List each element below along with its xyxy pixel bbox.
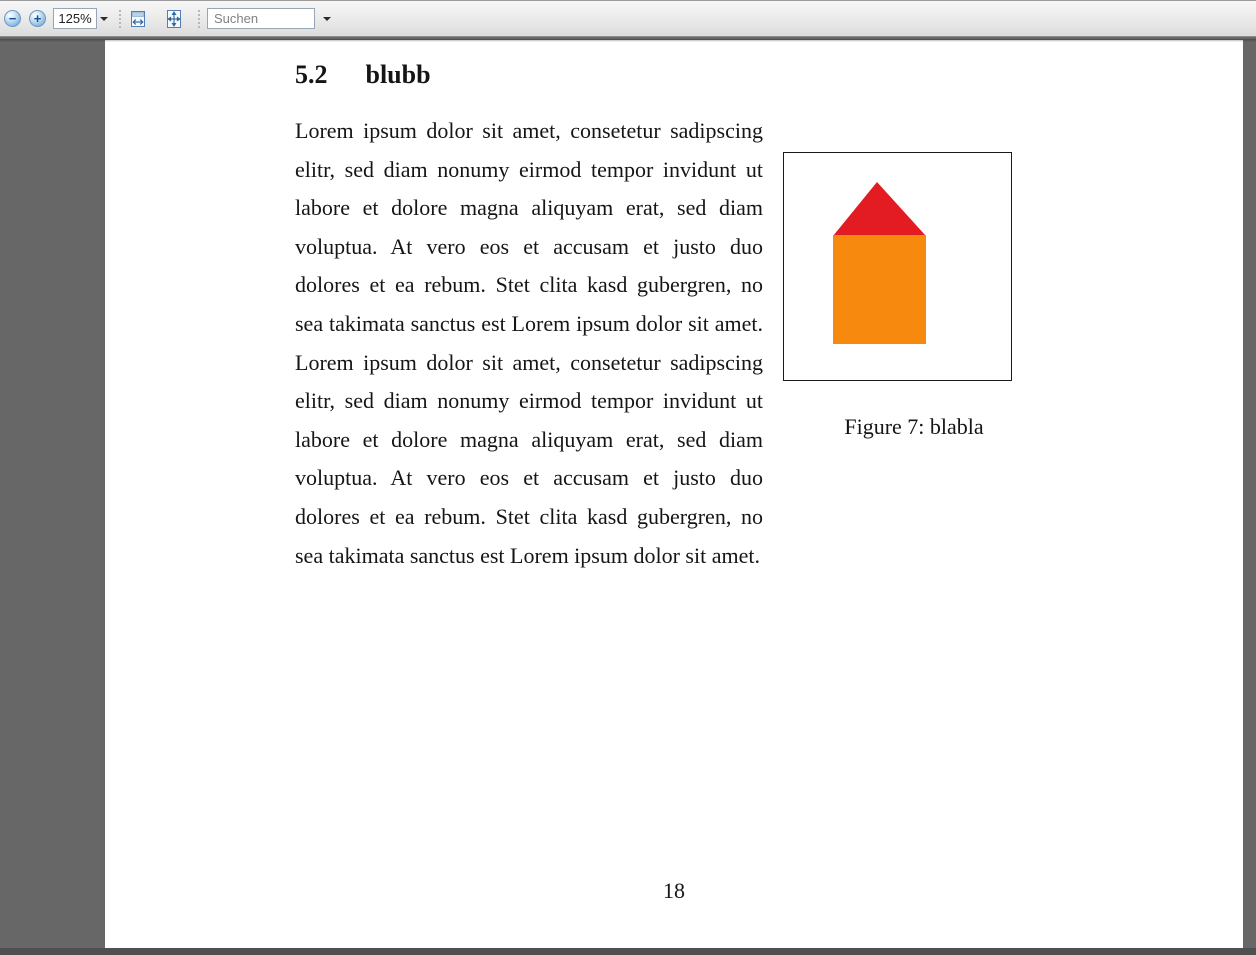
section-title: blubb (365, 60, 431, 89)
search-input[interactable] (207, 8, 315, 29)
chevron-down-icon (100, 17, 108, 21)
document-viewport (0, 40, 1256, 955)
toolbar-grip (196, 8, 200, 30)
body-paragraph-text: Lorem ipsum dolor sit amet, consetetur sadipscing elitr, sed diam nonumy eirmod tempor invidunt ut labore et dolore magna aliquyam erat, sed diam voluptua. At vero eos et accusam et justo duo dolores et ea rebum. Stet clita kasd gubergren, no sea takimata sanctus est Lorem ipsum dolor sit amet. Lorem ipsum dolor sit amet, consetetur sadipscing elitr, sed diam nonumy eirmod tempor invidunt ut labore et dolore magna aliquyam erat, sed diam voluptua. At vero eos et accusam et justo duo dolores et ea rebum. Stet clita kasd gubergren, no sea takimata sanctus est Lorem ipsum dolor sit amet. (295, 118, 763, 568)
zoom-in-icon: + (33, 11, 42, 26)
house-body (833, 235, 926, 344)
zoom-level-field[interactable]: 125% (53, 8, 97, 29)
section-number: 5.2 (295, 60, 328, 89)
zoom-out-icon: − (8, 11, 17, 26)
house-figure (784, 153, 1011, 380)
figure-box (783, 152, 1012, 381)
zoom-out-button[interactable] (4, 10, 21, 27)
window-bottom-bar (0, 948, 1256, 955)
toolbar-grip (117, 8, 121, 30)
chevron-down-icon (323, 17, 331, 21)
fit-width-icon (127, 8, 149, 30)
body-paragraph-block (295, 112, 1053, 575)
zoom-level-dropdown-button[interactable] (97, 9, 111, 29)
toolbar (0, 0, 1256, 37)
section-heading (295, 60, 431, 90)
house-roof (833, 182, 926, 236)
zoom-in-button[interactable] (29, 10, 46, 27)
page-number: 18 (663, 878, 685, 903)
document-page (105, 40, 1243, 948)
figure-float (763, 112, 1053, 536)
figure-caption: Figure 7: blabla (844, 414, 984, 439)
fit-width-button[interactable] (127, 8, 149, 30)
fit-page-button[interactable] (163, 8, 185, 30)
fit-page-icon (163, 8, 185, 30)
search-dropdown-button[interactable] (320, 9, 334, 29)
